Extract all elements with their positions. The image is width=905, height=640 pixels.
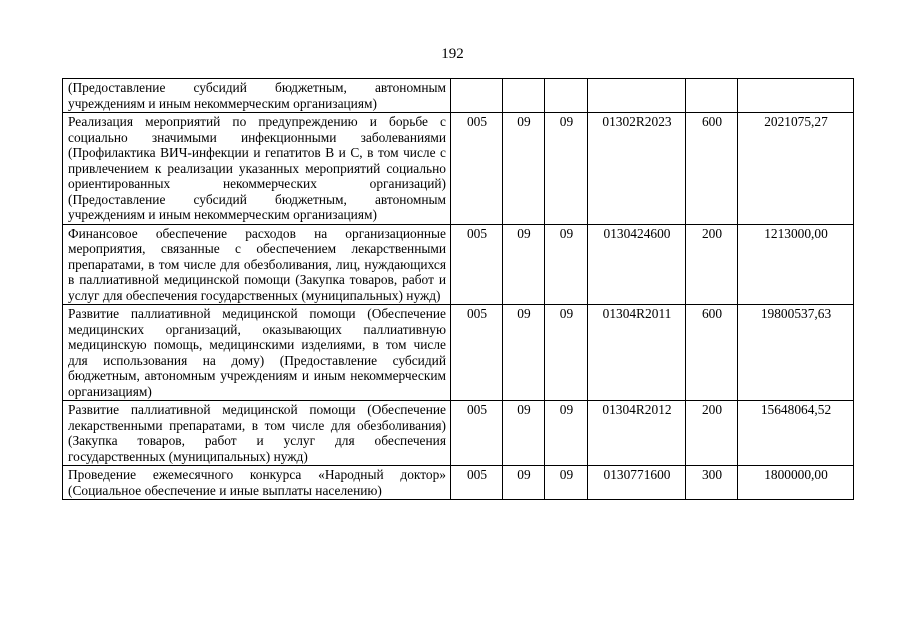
section-code: 09 bbox=[503, 401, 545, 466]
target-article-code: 0130771600 bbox=[588, 466, 686, 500]
row-description: Развитие паллиативной медицинской помощи (Обеспечение лекарственными препаратами, в том числе для обезболивания) (Закупка товаров, работ и услуг для обеспечения государственных (муниципальных) нужд) bbox=[63, 401, 451, 466]
amount-value bbox=[738, 79, 854, 113]
table-row bbox=[63, 113, 854, 225]
row-description: Развитие паллиативной медицинской помощи (Обеспечение медицинских организаций, оказывающих паллиативную медицинскую помощь, медицинскими изделиями, в том числе для использования на дому) (Предоставление субсидий бюджетным, автономным учреждениям и иным некоммерческим организациям) bbox=[63, 305, 451, 401]
expense-type-code: 200 bbox=[686, 224, 738, 305]
row-description: Проведение ежемесячного конкурса «Народный доктор» (Социальное обеспечение и иные выплаты населению) bbox=[63, 466, 451, 500]
table-row bbox=[63, 224, 854, 305]
subsection-code bbox=[545, 79, 588, 113]
table-row bbox=[63, 79, 854, 113]
row-description: Реализация мероприятий по предупреждению и борьбе с социально значимыми инфекционными заболеваниями (Профилактика ВИЧ-инфекции и гепатитов В и С, в том числе с привлечением к реализации указанных мероприятий социально ориентированных некоммерческих организаций) (Предоставление субсидий бюджетным, автономным учреждениям и иным некоммерческим организациям) bbox=[63, 113, 451, 225]
section-code: 09 bbox=[503, 224, 545, 305]
budget-table bbox=[62, 78, 854, 500]
subsection-code: 09 bbox=[545, 113, 588, 225]
section-code: 09 bbox=[503, 113, 545, 225]
subsection-code: 09 bbox=[545, 224, 588, 305]
expense-type-code: 200 bbox=[686, 401, 738, 466]
ministry-code bbox=[451, 79, 503, 113]
expense-type-code: 600 bbox=[686, 305, 738, 401]
target-article-code: 0130424600 bbox=[588, 224, 686, 305]
table-row bbox=[63, 401, 854, 466]
row-description: Финансовое обеспечение расходов на организационные мероприятия, связанные с обеспечением лекарственными препаратами, в том числе для обезболивания, лиц, нуждающихся в паллиативной медицинской помощи (Закупка товаров, работ и услуг для обеспечения государственных (муниципальных) нужд) bbox=[63, 224, 451, 305]
ministry-code: 005 bbox=[451, 224, 503, 305]
amount-value: 1213000,00 bbox=[738, 224, 854, 305]
expense-type-code bbox=[686, 79, 738, 113]
target-article-code: 01302R2023 bbox=[588, 113, 686, 225]
table-row bbox=[63, 466, 854, 500]
amount-value: 1800000,00 bbox=[738, 466, 854, 500]
section-code bbox=[503, 79, 545, 113]
amount-value: 15648064,52 bbox=[738, 401, 854, 466]
row-description: (Предоставление субсидий бюджетным, автономным учреждениям и иным некоммерческим организациям) bbox=[63, 79, 451, 113]
subsection-code: 09 bbox=[545, 401, 588, 466]
target-article-code: 01304R2012 bbox=[588, 401, 686, 466]
page-number: 192 bbox=[441, 46, 464, 62]
section-code: 09 bbox=[503, 305, 545, 401]
subsection-code: 09 bbox=[545, 466, 588, 500]
section-code: 09 bbox=[503, 466, 545, 500]
amount-value: 19800537,63 bbox=[738, 305, 854, 401]
amount-value: 2021075,27 bbox=[738, 113, 854, 225]
target-article-code bbox=[588, 79, 686, 113]
ministry-code: 005 bbox=[451, 401, 503, 466]
expense-type-code: 600 bbox=[686, 113, 738, 225]
ministry-code: 005 bbox=[451, 113, 503, 225]
expense-type-code: 300 bbox=[686, 466, 738, 500]
ministry-code: 005 bbox=[451, 305, 503, 401]
subsection-code: 09 bbox=[545, 305, 588, 401]
target-article-code: 01304R2011 bbox=[588, 305, 686, 401]
table-row bbox=[63, 305, 854, 401]
ministry-code: 005 bbox=[451, 466, 503, 500]
